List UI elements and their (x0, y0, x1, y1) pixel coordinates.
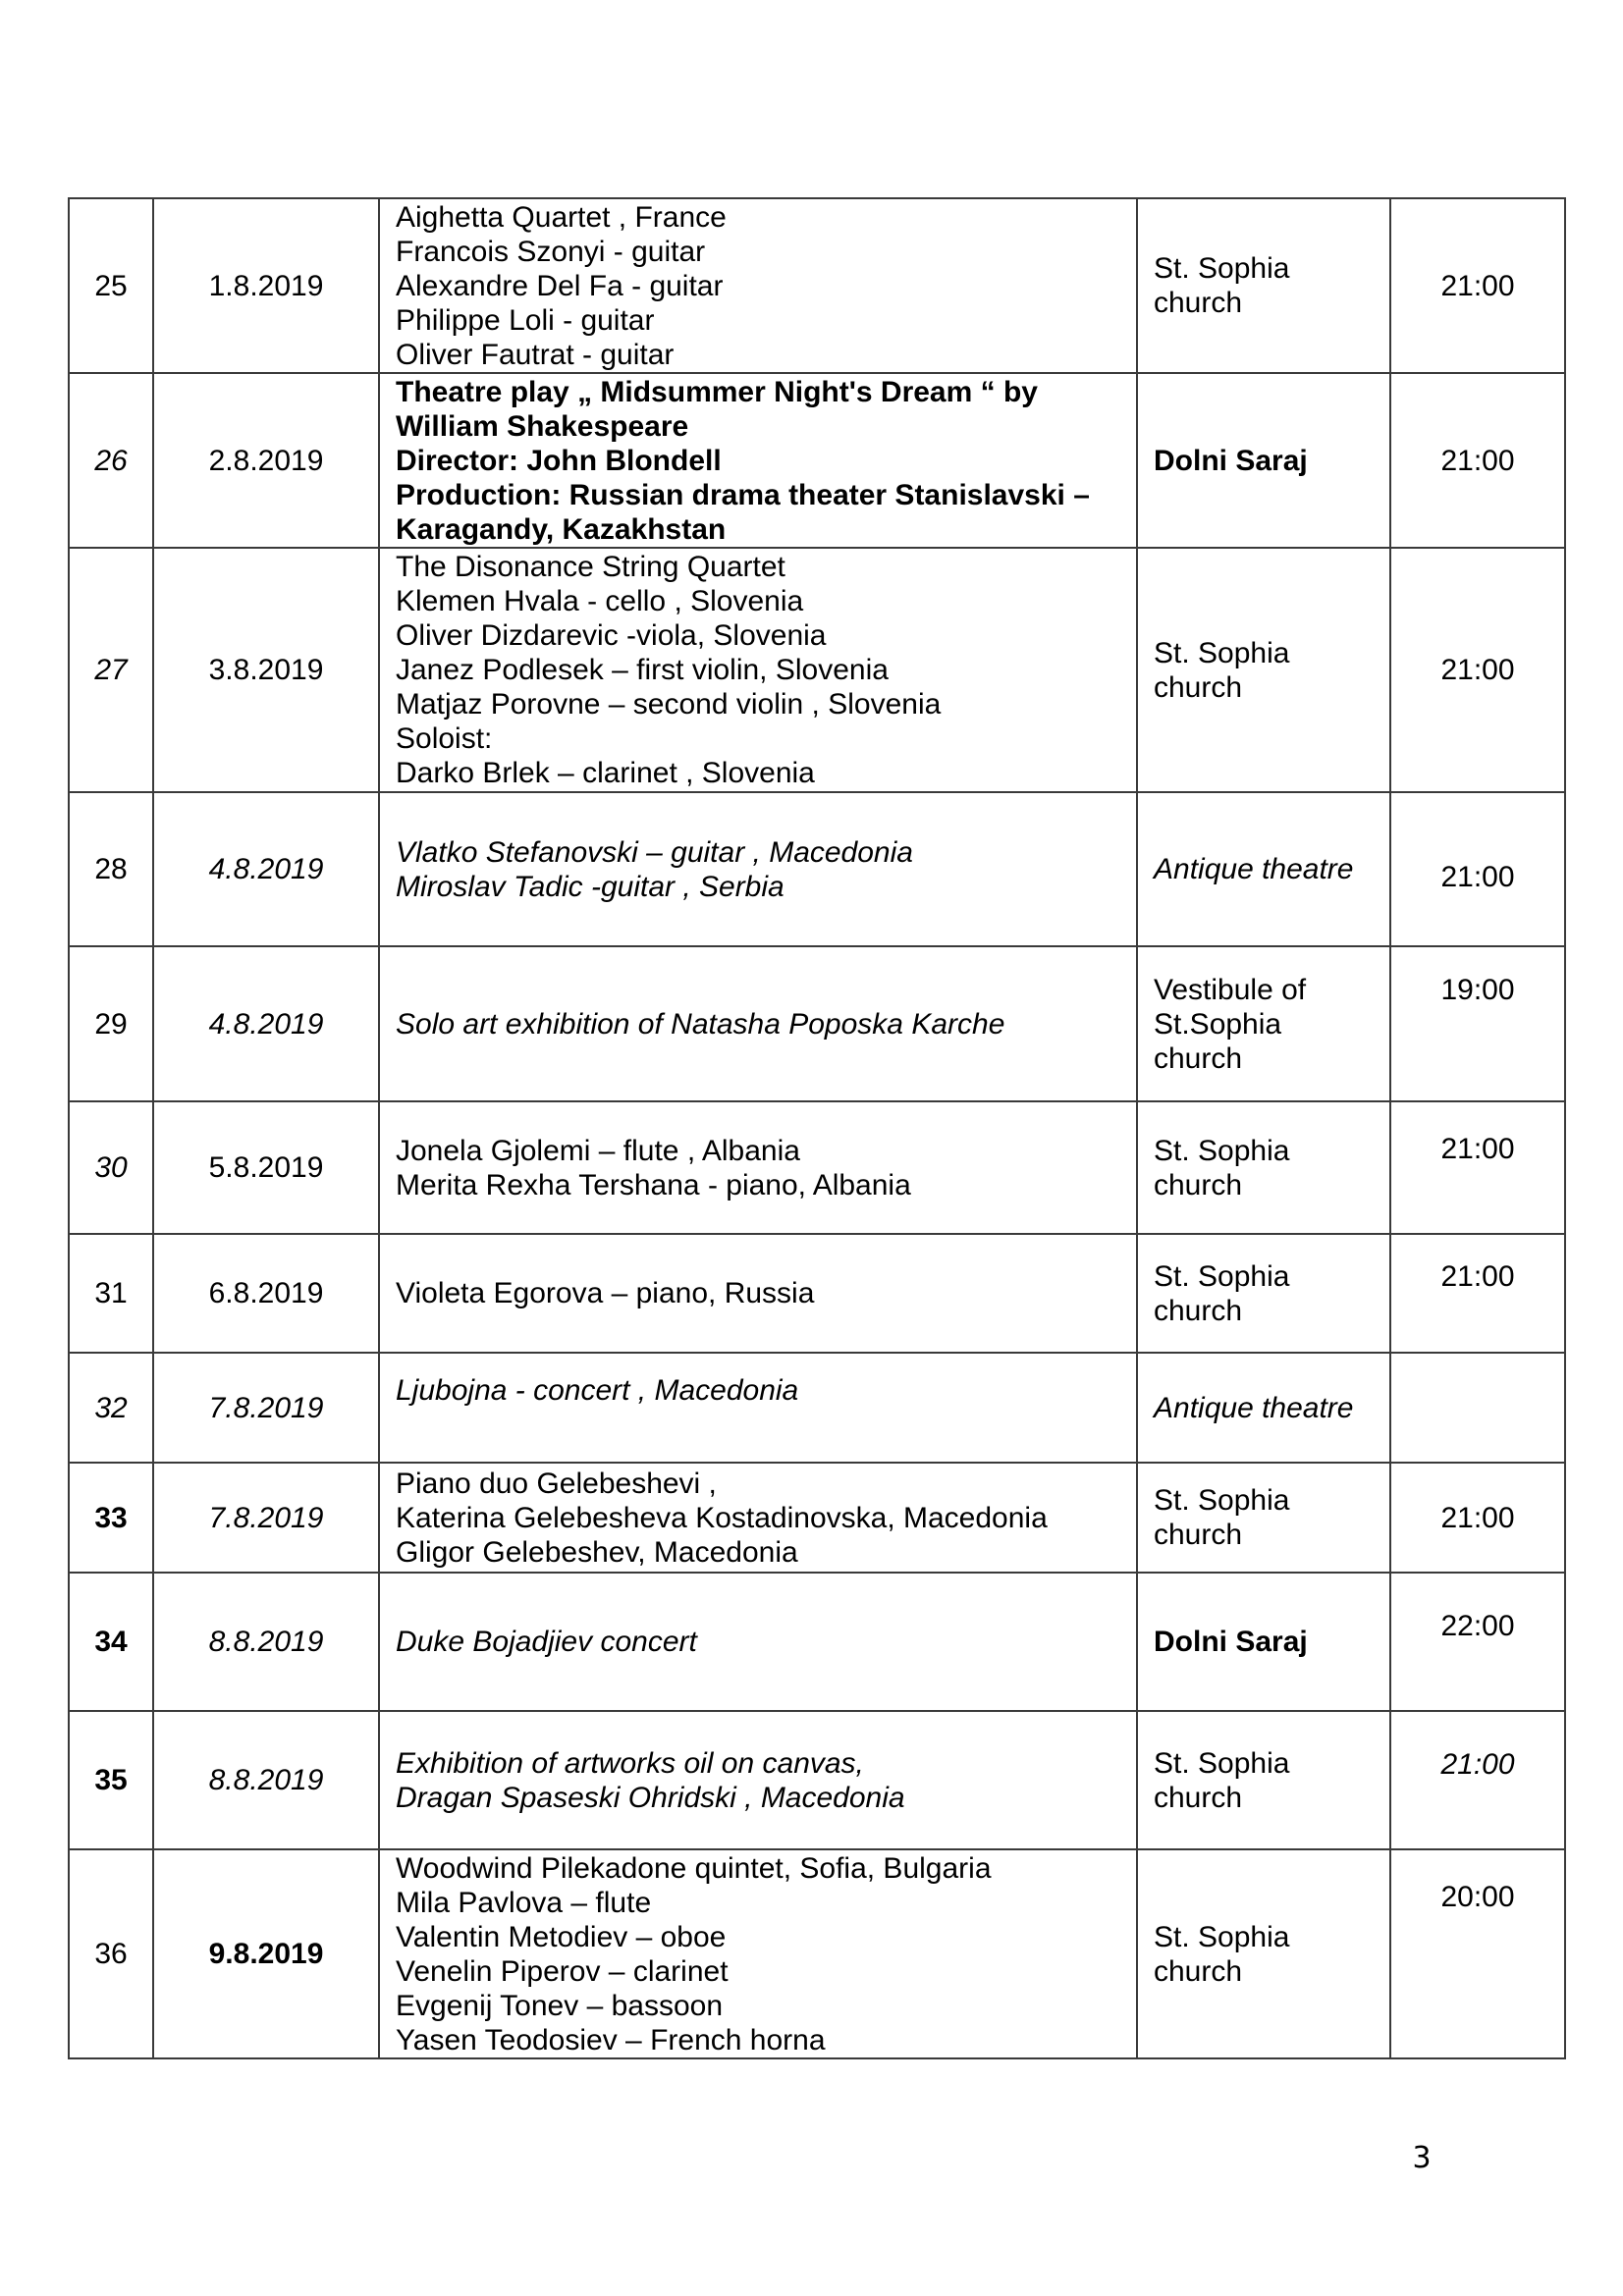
program-cell (379, 792, 1137, 946)
program-line: The Disonance String Quartet (396, 551, 785, 583)
venue-cell (1137, 1573, 1390, 1711)
table-row (69, 1463, 1565, 1573)
venue-cell (1137, 1234, 1390, 1353)
venue-line: church (1154, 1954, 1243, 1988)
event-time: 21:00 (1390, 373, 1565, 548)
event-time: 21:00 (1390, 792, 1565, 946)
row-number: 30 (69, 1101, 153, 1234)
venue-line: St. Sophia (1154, 1746, 1290, 1780)
event-time: 22:00 (1390, 1573, 1565, 1711)
program-line: Aighetta Quartet , France (396, 200, 727, 234)
event-date: 5.8.2019 (153, 1101, 379, 1234)
row-number: 32 (69, 1353, 153, 1463)
program-line: Miroslav Tadic -guitar , Serbia (396, 870, 784, 903)
program-line: Yasen Teodosiev – French horna (396, 2023, 826, 2056)
program-cell (379, 1101, 1137, 1234)
event-date: 7.8.2019 (153, 1463, 379, 1573)
program-line: Janez Podlesek – first violin, Slovenia (396, 654, 889, 686)
program-line: Darko Brlek – clarinet , Slovenia (396, 757, 815, 789)
program-line: Dragan Spaseski Ohridski , Macedonia (396, 1781, 905, 1814)
program-cell (379, 548, 1137, 792)
table-row (69, 1101, 1565, 1234)
table-row (69, 198, 1565, 373)
venue-line: church (1154, 1519, 1243, 1551)
program-line: Venelin Piperov – clarinet (396, 1954, 729, 1988)
event-time: 19:00 (1390, 946, 1565, 1101)
venue-line: St. Sophia (1154, 1484, 1290, 1517)
program-line: Piano duo Gelebeshevi , (396, 1467, 717, 1500)
event-date: 4.8.2019 (153, 792, 379, 946)
table-row (69, 373, 1565, 548)
venue-line: church (1154, 1294, 1243, 1327)
program-cell (379, 946, 1137, 1101)
table-row (69, 1849, 1565, 2058)
venue-line: St. Sophia (1154, 636, 1290, 669)
event-date: 8.8.2019 (153, 1711, 379, 1849)
event-date: 9.8.2019 (153, 1849, 379, 2058)
event-date: 2.8.2019 (153, 373, 379, 548)
row-number: 31 (69, 1234, 153, 1353)
program-cell (379, 1849, 1137, 2058)
venue-line: church (1154, 1781, 1243, 1814)
row-number: 28 (69, 792, 153, 946)
venue-cell (1137, 548, 1390, 792)
event-time: 21:00 (1390, 548, 1565, 792)
page-number: 3 (1412, 2141, 1432, 2175)
row-number: 27 (69, 548, 153, 792)
program-line: Mila Pavlova – flute (396, 1886, 652, 1919)
program-line: Katerina Gelebesheva Kostadinovska, Macedonia (396, 1501, 1048, 1534)
event-time: 20:00 (1390, 1849, 1565, 2058)
program-line: Gligor Gelebeshev, Macedonia (396, 1535, 798, 1569)
program-cell (379, 1353, 1137, 1463)
event-date: 1.8.2019 (153, 198, 379, 373)
table-row (69, 1234, 1565, 1353)
program-line: Alexandre Del Fa - guitar (396, 269, 724, 302)
program-cell (379, 1234, 1137, 1353)
program-cell (379, 1573, 1137, 1711)
row-number: 36 (69, 1849, 153, 2058)
venue-cell (1137, 1353, 1390, 1463)
program-line: Woodwind Pilekadone quintet, Sofia, Bulgaria (396, 1851, 992, 1885)
row-number: 34 (69, 1573, 153, 1711)
program-line: Matjaz Porovne – second violin , Slovenia (396, 688, 942, 721)
row-number: 25 (69, 198, 153, 373)
venue-line: Dolni Saraj (1154, 1626, 1308, 1658)
program-line: Theatre play „ Midsummer Night's Dream “ by (396, 375, 1038, 408)
table-row (69, 946, 1565, 1101)
program-line: Duke Bojadjiev concert (396, 1626, 697, 1658)
program-line: Francois Szonyi - guitar (396, 235, 706, 268)
program-line: Valentin Metodiev – oboe (396, 1920, 727, 1953)
table-row (69, 1711, 1565, 1849)
program-line: Director: John Blondell (396, 444, 722, 477)
venue-line: St. Sophia (1154, 252, 1290, 285)
venue-line: St.Sophia (1154, 1007, 1282, 1041)
venue-line: St. Sophia (1154, 1134, 1290, 1167)
program-cell (379, 373, 1137, 548)
program-line: William Shakespeare (396, 409, 689, 443)
venue-cell (1137, 373, 1390, 548)
venue-cell (1137, 1711, 1390, 1849)
program-line: Oliver Dizdarevic -viola, Slovenia (396, 619, 827, 652)
venue-cell (1137, 1101, 1390, 1234)
program-line: Philippe Loli - guitar (396, 303, 655, 337)
table-row (69, 548, 1565, 792)
event-time: 21:00 (1390, 1463, 1565, 1573)
venue-cell (1137, 1849, 1390, 2058)
row-number: 35 (69, 1711, 153, 1849)
venue-line: church (1154, 1041, 1243, 1075)
venue-line: St. Sophia (1154, 1920, 1290, 1953)
table-row (69, 1353, 1565, 1463)
venue-cell (1137, 946, 1390, 1101)
event-time: 21:00 (1390, 1101, 1565, 1234)
venue-line: Dolni Saraj (1154, 444, 1308, 477)
program-line: Ljubojna - concert , Macedonia (396, 1374, 799, 1407)
row-number: 33 (69, 1463, 153, 1573)
table-row (69, 1573, 1565, 1711)
program-line: Exhibition of artworks oil on canvas, (396, 1746, 864, 1780)
venue-cell (1137, 1463, 1390, 1573)
event-date: 8.8.2019 (153, 1573, 379, 1711)
program-line: Production: Russian drama theater Stanislavski – (396, 478, 1090, 511)
program-line: Klemen Hvala - cello , Slovenia (396, 585, 804, 617)
program-cell (379, 1711, 1137, 1849)
program-line: Evgenij Tonev – bassoon (396, 1989, 724, 2022)
event-date: 7.8.2019 (153, 1353, 379, 1463)
program-cell (379, 1463, 1137, 1573)
venue-line: Vestibule of (1154, 973, 1307, 1006)
row-number: 26 (69, 373, 153, 548)
program-line: Oliver Fautrat - guitar (396, 338, 675, 371)
venue-line: church (1154, 670, 1243, 704)
event-date: 4.8.2019 (153, 946, 379, 1101)
table-row (69, 792, 1565, 946)
event-time: 21:00 (1390, 1711, 1565, 1849)
program-cell (379, 198, 1137, 373)
venue-line: St. Sophia (1154, 1259, 1290, 1293)
venue-line: church (1154, 1168, 1243, 1201)
event-date: 3.8.2019 (153, 548, 379, 792)
program-line: Vlatko Stefanovski – guitar , Macedonia (396, 835, 913, 869)
program-line: Violeta Egorova – piano, Russia (396, 1277, 815, 1309)
venue-cell (1137, 198, 1390, 373)
program-line: Solo art exhibition of Natasha Poposka Karche (396, 1007, 1005, 1041)
event-time (1390, 1353, 1565, 1463)
venue-line: Antique theatre (1154, 1391, 1354, 1424)
venue-line: Antique theatre (1154, 853, 1354, 885)
row-number: 29 (69, 946, 153, 1101)
event-date: 6.8.2019 (153, 1234, 379, 1353)
event-time: 21:00 (1390, 1234, 1565, 1353)
program-line: Karagandy, Kazakhstan (396, 512, 727, 546)
schedule-table (68, 197, 1566, 2059)
event-time: 21:00 (1390, 198, 1565, 373)
venue-line: church (1154, 287, 1243, 319)
program-line: Merita Rexha Tershana - piano, Albania (396, 1168, 911, 1201)
program-line: Jonela Gjolemi – flute , Albania (396, 1134, 800, 1167)
program-line: Soloist: (396, 722, 493, 755)
venue-cell (1137, 792, 1390, 946)
